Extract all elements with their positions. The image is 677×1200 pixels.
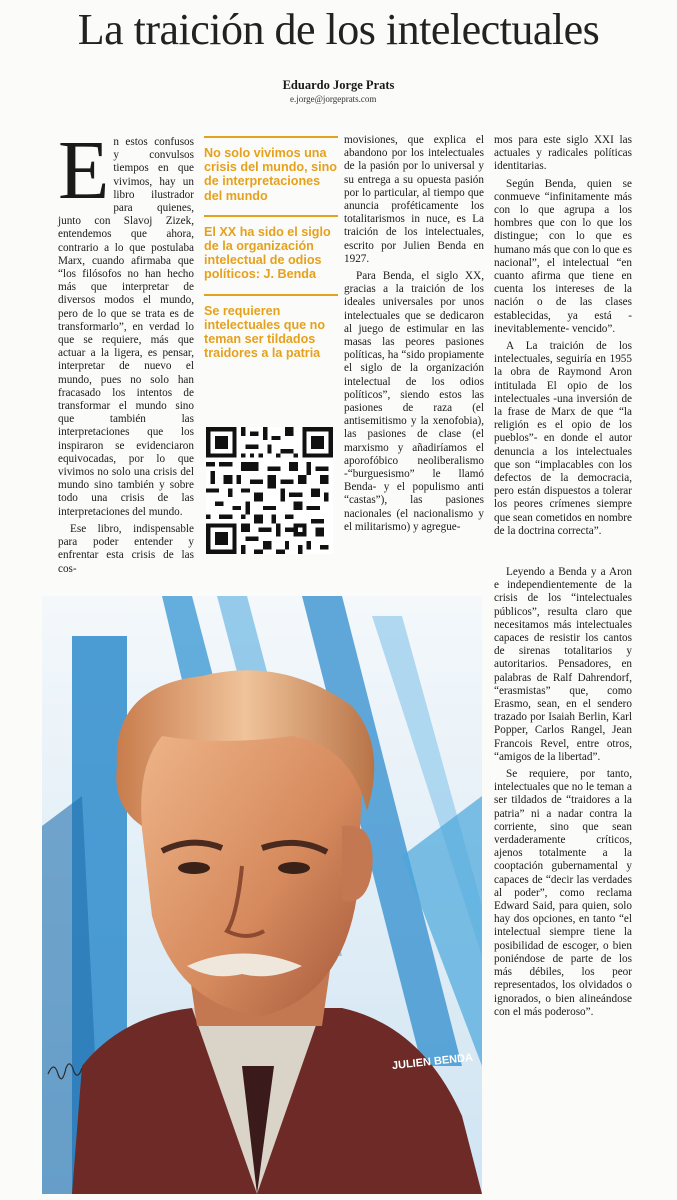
author-email[interactable]: e.jorge@jorgeprats.com <box>290 94 377 104</box>
pullquote: No solo vivimos una crisis del mundo, sino de interpretaciones del mundo <box>204 136 338 203</box>
pullquote: Se requieren intelectuales que no teman ser tildados traidores a la patria <box>204 294 338 361</box>
paragraph: Según Benda, quien se conmueve “infinitamente más con lo que agrupa a los hombres que con lo que los distingue; con lo que es humano más que con lo que es nacional”, el intelectual “en cuanto afirma que tiene en cuenta los intereses de la nación o de las clases establecidas, ya está -inevitablemente- vencido”. <box>494 177 632 335</box>
paragraph: A La traición de los intelectuales, seguiría en 1955 la obra de Raymond Aron intitulada El opio de los intelectuales -una inversión de la frase de Marx de que “la religión es el opio de los pueblos”- en donde el autor denuncia a los intelectuales que son “implacables con los defectos de la democracia, pero están dispuestos a tolerar los peores crímenes siempre que sean cometidos en nombre de la doctrina correcta”. <box>494 340 632 537</box>
portrait-caption: JULIEN BENDA <box>391 1051 474 1073</box>
paragraph-text: n estos confusos y convulsos tiempos en que vivimos, hay un libro ilustrador para quienes, junto con Slavoj Zizek, entendemos que ahora, contrario a lo que postulaba Marx, cuando afirmaba que “los filósofos no han hecho más que interpretar de diversos modos el mundo, pero de lo que se trata es de transformarlo”, en verdad lo que se requiere, más que actuar a la ligera, es pensar, interpretar de nuevo el mundo, pues no solo han fracasado los intentos de transformar el mundo sino que también las interpretaciones que los inspiraron se evidenciaron equivocadas, por lo que vivimos no solo una crisis del mundo sino también y sobre todo una crisis de las interpretaciones del mundo. <box>58 136 194 518</box>
drop-cap: E <box>58 124 110 217</box>
paragraph: movisiones, que explica el abandono por los intelectuales de la pasión por lo universal y su entrega a su opuesta pasión por lo particular, al tiempo que anuncia proféticamente los totalitarismos in nuce, es La traición de los intelectuales, escrito por Julien Benda en 1927. <box>344 134 484 265</box>
paragraph: Para Benda, el siglo XX, gracias a la traición de los ideales universales por unos intelectuales que se dedicaron al juego de estimular en las masas las peores pasiones políticas, ha “sido propiamente el siglo de la organización intelectual de los odios políticos”, siendo estos las pasiones de raza (el antisemitismo y la xenofobia), las pasiones de clase (el marxismo y añadiríamos el aporofóbico neoliberalismo -“burguesismo” le llamó Benda- y el populismo anti “castas”), las pasiones nacionales (el nacionalismo y el militarismo) y agregue- <box>344 270 484 533</box>
article-title: La traición de los intelectuales <box>77 5 600 54</box>
paragraph: Ese libro, indispensable para poder entender y enfrentar esta crisis de las cos- <box>58 522 194 575</box>
portrait-illustration <box>42 596 482 1194</box>
column-1 <box>58 124 194 580</box>
paragraph: Leyendo a Benda y a Aron e independientemente de la crisis de los “intelectuales públicos”, resulta claro que necesitamos más intelectuales capaces de resistir los cantos de sirenas totalitarios y autoritarios. Pensadores, en palabras de Ralf Dahrendorf, “erasmistas” que, como Erasmo, sean, en el sendero trazado por Isaiah Berlin, Karl Popper, Carlos Rangel, Jean Francois Revel, entre otros, “amigos de la libertad”. <box>494 566 632 763</box>
byline <box>0 76 677 94</box>
column-3 <box>344 134 484 538</box>
column-4 <box>494 134 632 542</box>
pullquote: El XX ha sido el siglo de la organización intelectual de odios políticos: J. Benda <box>204 215 338 282</box>
pullquotes <box>204 136 338 372</box>
paragraph <box>58 124 194 519</box>
author-name: Eduardo Jorge Prats <box>282 78 395 92</box>
column-4-continued <box>494 566 632 1023</box>
paragraph: mos para este siglo XXI las actuales y radicales políticas identitarias. <box>494 134 632 173</box>
paragraph: Se requiere, por tanto, intelectuales que no le teman a ser tildados de “traidores a la patria” ni a nadar contra la corriente, sino que sean verdaderamente críticos, ajenos totalmente a la cooptación gubernamental y capaces de “decir las verdades al poder”, como reclama Edward Said, para quien, solo hay dos opciones, en tanto “el intelectual siempre tiene la posibilidad de escoger, o bien poniéndose de parte de los más débiles, los peor representados, los olvidados o ignorados, o bien alineándose con el más poderoso”. <box>494 768 632 1018</box>
qr-code[interactable] <box>206 427 333 554</box>
